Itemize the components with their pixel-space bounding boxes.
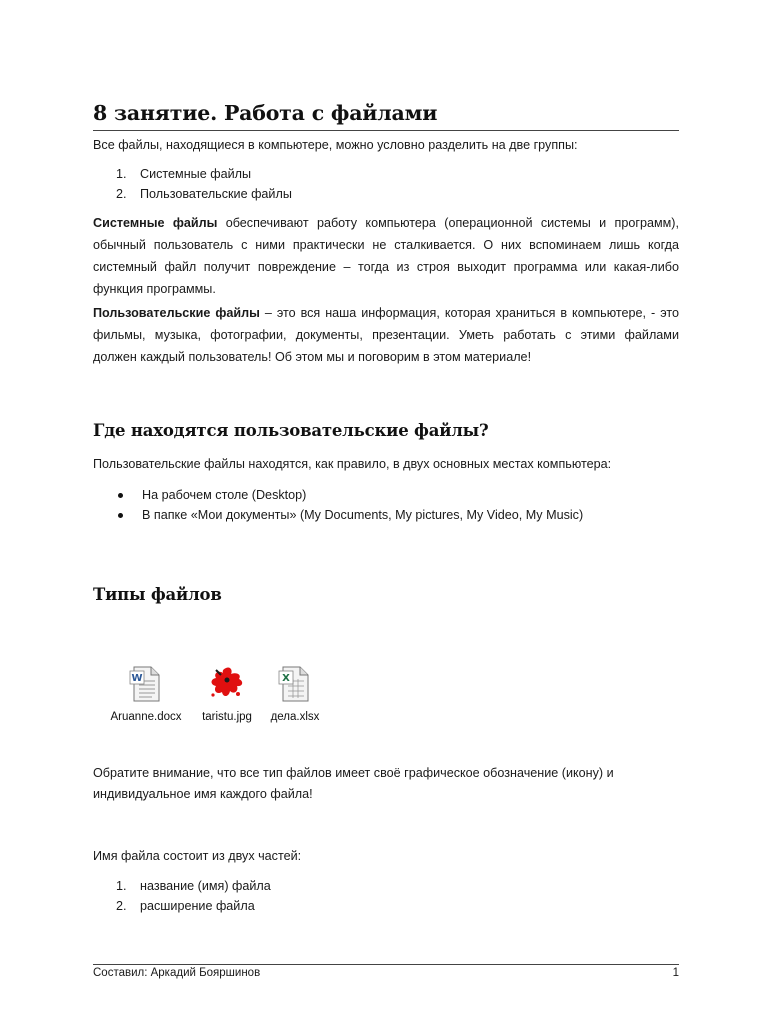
paragraph-line: обычный пользователь с ними практически не сталкивается. О них вспоминаем лишь когда (93, 238, 679, 252)
file-item-xlsx (264, 664, 326, 723)
list-item (116, 876, 271, 896)
list-item-text: На рабочем столе (Desktop) (142, 488, 307, 502)
list-marker: 1. (116, 879, 127, 893)
user-files-term: Пользовательские файлы (93, 306, 260, 320)
list-item-text: В папке «Мои документы» (My Documents, My pictures, My Video, My Music) (142, 508, 584, 522)
list-item (116, 184, 292, 204)
paragraph-line: – это вся наша информация, которая храниться в компьютере, - это (259, 306, 679, 320)
section-heading-where: Где находятся пользовательские файлы? (93, 421, 489, 440)
user-files-paragraph (93, 302, 679, 368)
word-document-icon (128, 664, 164, 704)
image-file-icon (206, 664, 248, 704)
system-files-term: Системные файлы (93, 216, 218, 230)
footer-author: Составил: Аркадий Бояршинов (93, 967, 261, 979)
file-name-label: дела.xlsx (270, 711, 320, 723)
section-heading-types: Типы файлов (93, 585, 222, 604)
list-item-text: Системные файлы (140, 167, 252, 181)
excel-document-icon (277, 664, 313, 704)
list-item-text: расширение файла (140, 899, 255, 913)
page-number: 1 (672, 967, 679, 979)
where-intro-text: Пользовательские файлы находятся, как правило, в двух основных местах компьютера: (93, 457, 612, 471)
file-name-label: taristu.jpg (202, 711, 252, 723)
paragraph-line: должен каждый пользователь! Об этом мы и поговорим в этом материале! (93, 350, 532, 364)
paragraph-line: функция программы. (93, 282, 216, 296)
list-marker: 1. (116, 167, 127, 181)
paragraph-line: индивидуальное имя каждого файла! (93, 787, 313, 801)
list-item (116, 896, 255, 916)
list-item (116, 164, 251, 184)
file-name-label: Aruanne.docx (110, 711, 182, 723)
bullet-icon (118, 513, 123, 518)
list-marker: 2. (116, 187, 127, 201)
intro-text: Все файлы, находящиеся в компьютере, можно условно разделить на две группы: (93, 138, 578, 152)
paragraph-line: Обратите внимание, что все тип файлов имеет своё графическое обозначение (икону) и (93, 766, 614, 780)
list-item (116, 505, 583, 525)
system-files-paragraph (93, 212, 679, 300)
page-title: 8 занятие. Работа с файлами (93, 101, 679, 131)
list-marker: 2. (116, 899, 127, 913)
svg-text:X: X (282, 673, 290, 684)
paragraph-line: системный файл получит повреждение – тогда из строя выходит программа или какая-либо (93, 260, 679, 274)
file-item-docx (103, 664, 189, 723)
paragraph-line: фильмы, музыка, фотографии, документы, презентации. Уметь работать с этими файлами (93, 328, 679, 342)
svg-text:W: W (131, 673, 143, 684)
bullet-icon (118, 493, 123, 498)
list-item (116, 485, 306, 505)
list-item-text: Пользовательские файлы (140, 187, 292, 201)
filename-intro-text: Имя файла состоит из двух частей: (93, 849, 302, 863)
icons-note-paragraph (93, 763, 679, 805)
paragraph-line: обеспечивают работу компьютера (операционной системы и программ), (217, 216, 679, 230)
footer-divider (93, 964, 679, 965)
list-item-text: название (имя) файла (140, 879, 271, 893)
file-item-jpg (193, 664, 261, 723)
